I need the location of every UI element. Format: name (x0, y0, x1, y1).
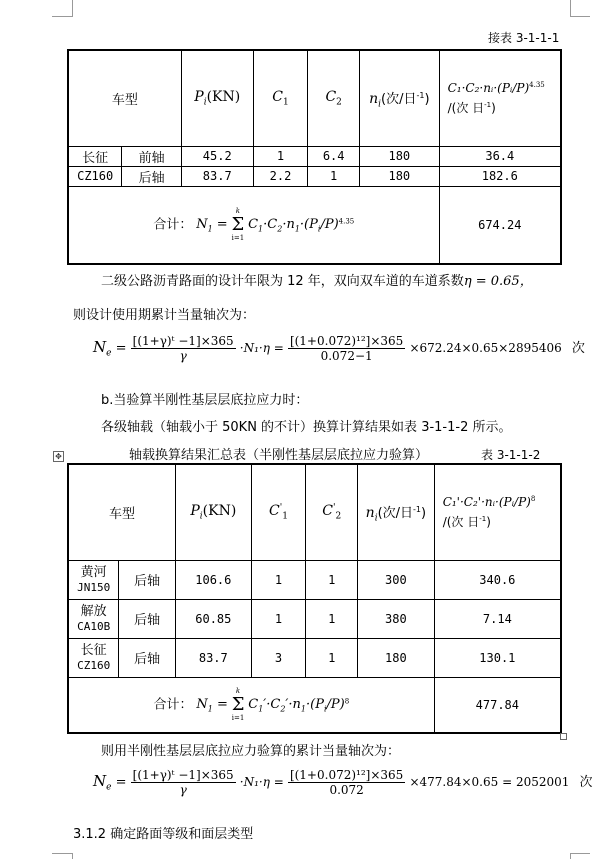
table2-header-p: $P_i(KN)$ (175, 464, 251, 560)
crop-mark-tr-h (570, 16, 590, 17)
table-row (68, 599, 561, 638)
table1-row2-c1: 2.2 (253, 166, 308, 186)
formula1: $N_e$ = $\frac{\text{[(1+γ)ᵗ −1]×365}}{\gamma}$ ·N₁·η = $\frac{\text{[(1+0.072)¹²]×365}}{0.072-1}$ ×672.24×0.65×2895406 次 (93, 334, 585, 363)
table2-row1-p: 106.6 (175, 560, 251, 599)
table2-row1-n: 300 (358, 560, 435, 599)
crop-mark-tl-v (72, 0, 73, 17)
table2-title: 轴载换算结果汇总表（半刚性基层层底拉应力验算） (129, 448, 429, 463)
table2 (67, 463, 562, 734)
table2-row1-axle: 后轴 (119, 560, 176, 599)
table2-row1-result: 340.6 (434, 560, 561, 599)
table2-row2-c2: 1 (306, 599, 358, 638)
table-move-handle-icon[interactable]: ✥ (53, 451, 64, 462)
formula1-fraction2: $\frac{\text{[(1+0.072)¹²]×365}}{0.072-1}$ (289, 334, 404, 363)
table2-row3-c1: 3 (251, 638, 306, 677)
table1-header-product: C₁·C₂·nᵢ·(Pᵢ/P)$^{4.35}$ /(次 日$^{-1}$) (439, 50, 561, 146)
paragraph1-line2: 则设计使用期累计当量轴次为： (73, 308, 256, 323)
table2-row3-c2: 1 (306, 638, 358, 677)
table1-row2-result: 182.6 (439, 166, 561, 186)
table1-row2-c2: 1 (308, 166, 360, 186)
formula2-fraction2: $\frac{\text{[(1+0.072)¹²]×365}}{0.072}$ (289, 768, 404, 797)
table1-row2-n: 180 (360, 166, 440, 186)
table2-header-c2: $C'_2$ (306, 464, 358, 560)
table2-row2-p: 60.85 (175, 599, 251, 638)
table2-row1-c2: 1 (306, 560, 358, 599)
crop-mark-br-v (570, 853, 571, 859)
table1-header-vehicle: 车型 (68, 50, 181, 146)
table2-row3-p: 83.7 (175, 638, 251, 677)
table2-total-formula: 合计： $N_1$ = k Σ i=1 $C_1'\cdot C_2'\cdot n_1\cdot(P_i/P)^8$ (68, 677, 434, 733)
table1-total-value: 674.24 (439, 186, 561, 264)
table2-row2-vehicle: 解放 CA10B (68, 599, 119, 638)
table1-row2-vehicle: CZ160 (68, 166, 122, 186)
crop-mark-tl-h (52, 16, 72, 17)
table2-row1-vehicle: 黄河 JN150 (68, 560, 119, 599)
table2-header-n: $n_i$(次/日$^{-1}$) (358, 464, 435, 560)
formula2-fraction1: $\frac{\text{[(1+γ)ᵗ −1]×365}}{\gamma}$ (132, 768, 234, 797)
paragraph3-line1: 则用半刚性基层层底拉应力验算的累计当量轴次为： (101, 744, 401, 759)
crop-mark-bl-h (52, 853, 72, 854)
table1-header-n: $n_i$(次/日$^{-1}$) (360, 50, 440, 146)
table2-row2-c1: 1 (251, 599, 306, 638)
table2-header-c1: $C'_1$ (251, 464, 306, 560)
table1 (67, 49, 562, 265)
section-heading: 3.1.2 确定路面等级和面层类型 (73, 827, 254, 842)
paragraph1-line1: 二级公路沥青路面的设计年限为 12 年，双向双车道的车道系数η = 0.65， (101, 274, 533, 289)
crop-mark-br-h (570, 853, 590, 854)
table1-total-formula: 合计： $N_1$ = k Σ i=1 $C_1\cdot C_2\cdot n_1\cdot(P_i/P)^{4.35}$ (68, 186, 439, 264)
crop-mark-bl-v (72, 853, 73, 859)
table2-total-value: 477.84 (434, 677, 561, 733)
table2-row3-axle: 后轴 (119, 638, 176, 677)
formula1-fraction1: $\frac{\text{[(1+γ)ᵗ −1]×365}}{\gamma}$ (132, 334, 234, 363)
table2-header-vehicle: 车型 (68, 464, 175, 560)
table1-row1-result: 36.4 (439, 146, 561, 166)
table-row (68, 146, 561, 166)
table2-header-product: C₁'·C₂'·nᵢ·(Pᵢ/P)$^8$ /(次 日$^{-1}$) (434, 464, 561, 560)
table-row (68, 560, 561, 599)
table2-row3-result: 130.1 (434, 638, 561, 677)
table2-caption: 表 3-1-1-2 (481, 448, 541, 462)
table1-row1-c2: 6.4 (308, 146, 360, 166)
table2-row3-n: 180 (358, 638, 435, 677)
paragraph2-line2: 各级轴载（轴载小于 50KN 的不计）换算计算结果如表 3-1-1-2 所示。 (101, 420, 512, 435)
table2-row2-result: 7.14 (434, 599, 561, 638)
table1-row1-c1: 1 (253, 146, 308, 166)
table1-row2-p: 83.7 (181, 166, 253, 186)
table1-row1-axle: 前轴 (122, 146, 182, 166)
table-resize-handle[interactable] (560, 733, 567, 740)
table-row (68, 166, 561, 186)
table1-caption: 接表 3-1-1-1 (488, 31, 560, 45)
table1-row1-p: 45.2 (181, 146, 253, 166)
table1-header-c1: $C_1$ (253, 50, 308, 146)
table1-row2-axle: 后轴 (122, 166, 182, 186)
table1-header-p: $P_i(KN)$ (181, 50, 253, 146)
crop-mark-tr-v (570, 0, 571, 17)
formula2: $N_e$ = $\frac{\text{[(1+γ)ᵗ −1]×365}}{\gamma}$ ·N₁·η = $\frac{\text{[(1+0.072)¹²]×365}}{0.072}$ ×477.84×0.65 = 2052001 次 (93, 768, 593, 797)
table1-row1-vehicle: 长征 (68, 146, 122, 166)
table-row (68, 638, 561, 677)
table1-header-c2: $C_2$ (308, 50, 360, 146)
table1-row1-n: 180 (360, 146, 440, 166)
table2-row3-vehicle: 长征 CZ160 (68, 638, 119, 677)
table2-row1-c1: 1 (251, 560, 306, 599)
table2-row2-n: 380 (358, 599, 435, 638)
paragraph2-line1: b.当验算半刚性基层层底拉应力时： (101, 393, 309, 408)
table2-row2-axle: 后轴 (119, 599, 176, 638)
